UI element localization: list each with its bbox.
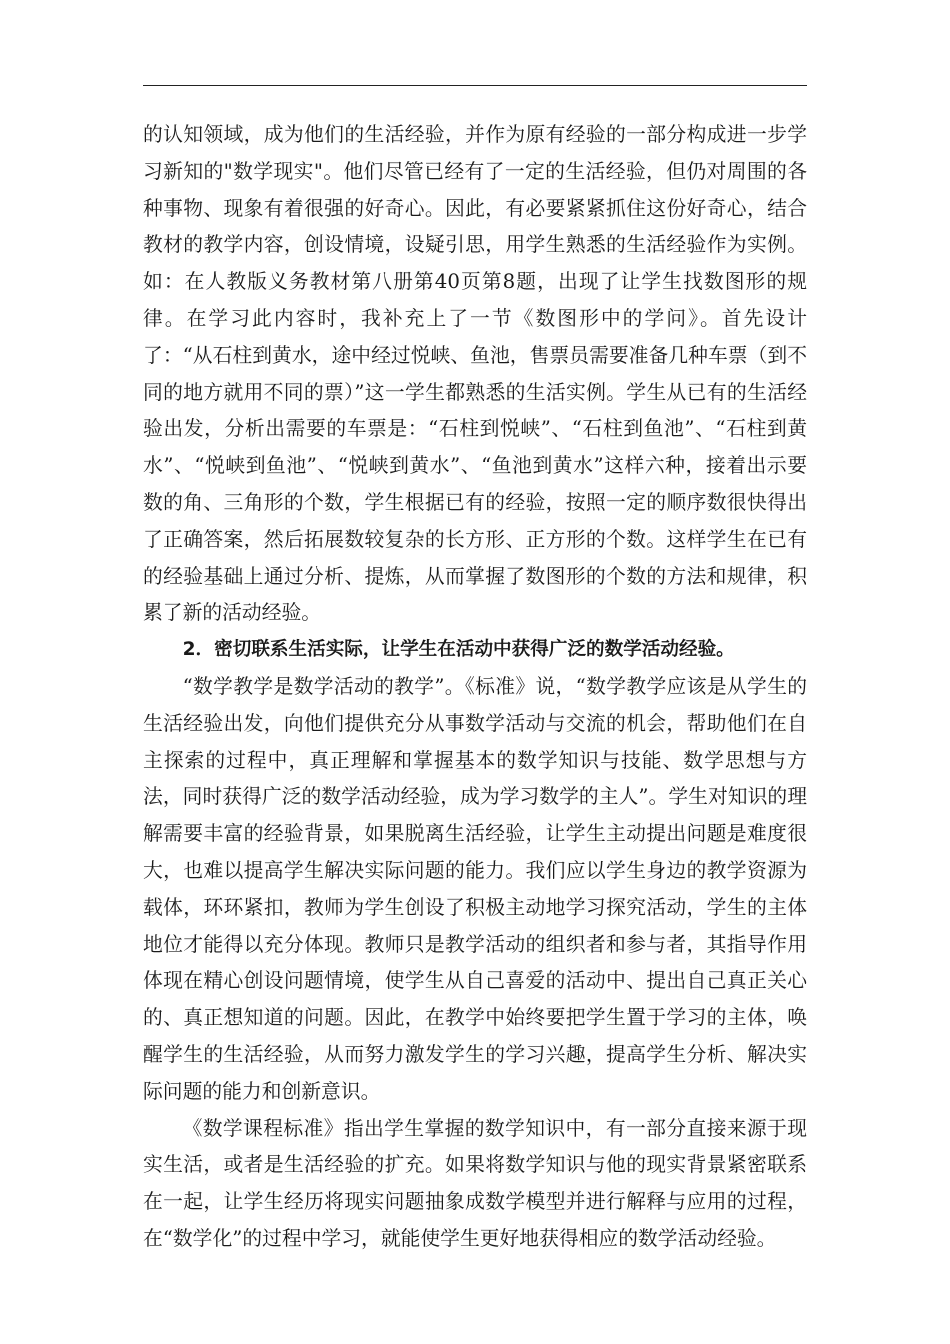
body-paragraph: 的认知领域，成为他们的生活经验，并作为原有经验的一部分构成进一步学习新知的"数学现实"。他们尽管已经有了一定的生活经验，但仍对周围的各种事物、现象有着很强的好奇心。因此，有必要紧紧抓住这份好奇心，结合教材的教学内容，创设情境，设疑引思，用学生熟悉的生活经验作为实例。如：在人教版义务教材第八册第40页第8题，出现了让学生找数图形的规律。在学习此内容时，我补充上了一节《数图形中的学问》。首先设计了：“从石柱到黄水，途中经过悦峡、鱼池，售票员需要准备几种车票（到不同的地方就用不同的票）”这一学生都熟悉的生活实例。学生从已有的生活经验出发，分析出需要的车票是：“石柱到悦峡”、“石柱到鱼池”、“石柱到黄水”、“悦峡到鱼池”、“悦峡到黄水”、“鱼池到黄水”这样六种，接着出示要数的角、三角形的个数，学生根据已有的经验，按照一定的顺序数很快得出了正确答案，然后拓展数较复杂的长方形、正方形的个数。这样学生在已有的经验基础上通过分析、提炼，从而掌握了数图形的个数的方法和规律，积累了新的活动经验。 xyxy=(143,123,807,625)
header-rule xyxy=(143,85,807,86)
body-paragraph: “数学教学是数学活动的教学”。《标准》说，“数学教学应该是从学生的生活经验出发，向他们提供充分从事数学活动与交流的机会，帮助他们在自主探索的过程中，真正理解和掌握基本的数学知识与技能、数学思想与方法，同时获得广泛的数学活动经验，成为学习数学的主人”。学生对知识的理解需要丰富的经验背景，如果脱离生活经验，让学生主动提出问题是难度很大，也难以提高学生解决实际问题的能力。我们应以学生身边的教学资源为载体，环环紧扣，教师为学生创设了积极主动地学习探究活动，学生的主体地位才能得以充分体现。教师只是教学活动的组织者和参与者，其指导作用体现在精心创设问题情境，使学生从自己喜爱的活动中、提出自己真正关心的、真正想知道的问题。因此，在教学中始终要把学生置于学习的主体，唤醒学生的生活经验，从而努力激发学生的学习兴趣，提高学生分析、解决实际问题的能力和创新意识。 xyxy=(143,674,807,1103)
body-paragraph: 《数学课程标准》指出学生掌握的数学知识中，有一部分直接来源于现实生活，或者是生活经验的扩充。如果将数学知识与他的现实背景紧密联系在一起，让学生经历将现实问题抽象成数学模型并进行解释与应用的过程，在“数学化”的过程中学习，就能使学生更好地获得相应的数学活动经验。 xyxy=(143,1116,807,1250)
document-body xyxy=(143,117,807,1258)
section-heading: 2．密切联系生活实际，让学生在活动中获得广泛的数学活动经验。 xyxy=(182,639,735,661)
